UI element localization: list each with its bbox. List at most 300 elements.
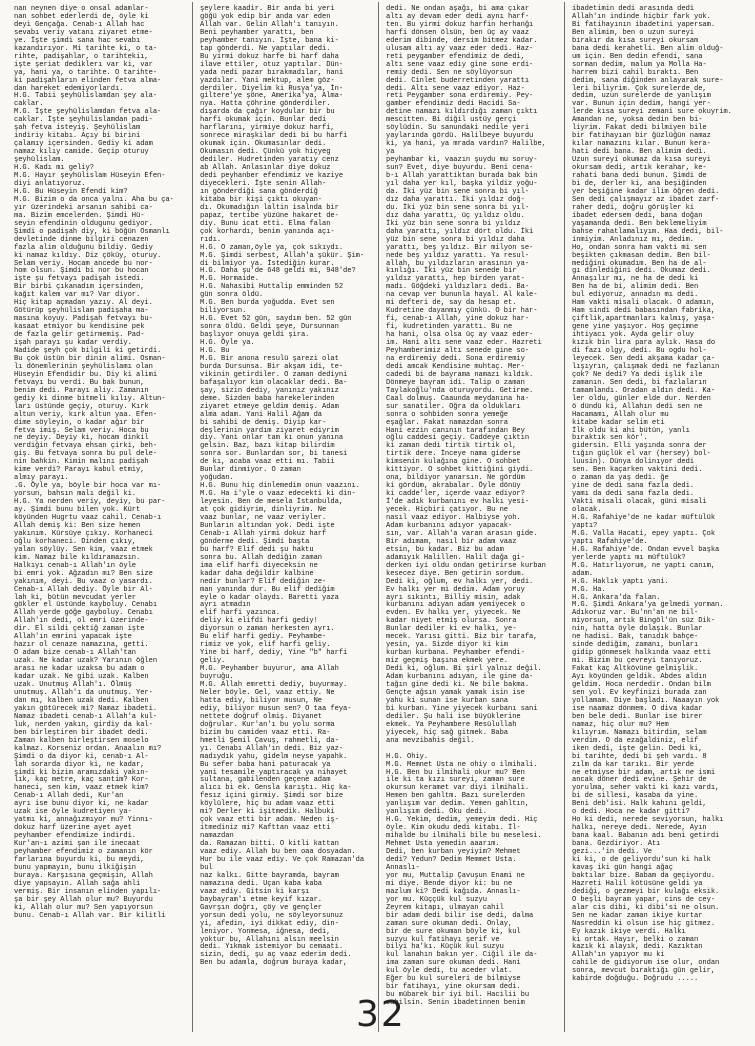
text-line: uzak ise öyle kudretiyen ya- [14,808,132,817]
text-line: hazır ol cenaze namazına, getti. [14,641,149,650]
column-divider [564,2,565,1032]
text-line: bu harf? Elif dedi şu haktu [200,545,314,554]
text-line: leri biliyrim. Çok surelerde de, [572,84,707,93]
text-line: detine namazı kıldırdığı zaman çıktı [386,108,538,117]
text-line: nin, hatta öyle dolaşık. Bunlar [572,625,703,634]
text-line: miyorsun, artık Bingöl'ün süz Dik- [572,617,716,626]
text-line: ibadetimin dedi arasında dedi [572,5,695,13]
text-line: naz kalkı. Gitte bayramda, bayram [200,871,339,880]
text-line: ö dündü ki, Allahın dedi sen ne [572,402,703,411]
text-line: derken iyi oldu ondan getirirse kurban [386,561,546,570]
text-line: M.G. Ben burda yoğudda. Evet sen [200,299,335,308]
text-line: Allah'ın indinde hiçbir fark yok. [572,12,711,21]
text-line: nede beş yıldız yarattı. Ya resul- [386,251,530,260]
text-line: um için. Ben dedin efendi, sana [572,52,703,61]
text-line: Dedi, ben kurban yeyiyim? Mehmet [386,848,521,857]
text-line: dan mı, kalben uzak dedi. Kalben [14,696,149,705]
text-line: İlk oldu ki ahi bütün, yanlı [572,426,690,435]
text-line: kime verdi? Parayı kabul etmiy, [14,466,145,475]
text-line: H.G. Yekim, dedim, yemeyim dedi. Hiç [386,816,538,825]
text-line: sonra, mevcut bıraktığı gün gelir, [572,967,716,976]
text-line: şay, sizin dediy, yanınız yakınız [200,386,339,395]
text-line: Kur'an-ı azimi şan ile inecaat [14,840,141,849]
text-line: çok vaaz etti bir adam. Neden iş- [200,816,339,825]
text-line: Ey kazık ikiye verdi. Halkı [572,927,686,936]
text-line: kurban kurbana. Peyhamber efendi- [386,649,525,658]
text-line: Götürüp şeyhülislam padişaha ma- [14,307,149,316]
text-line: O beşli bayram yapar, cins de cey- [572,895,716,904]
text-line: doğrular. Kur'an'ı bu yolu sorma [200,720,335,729]
text-line: diyecekleri. İşte senin Allah- [200,179,327,188]
text-line: geliy. [200,657,226,666]
text-line: Hur bu ile vaaz ediy. Ve çok Ramazan'da bul [200,855,369,872]
text-line: burda Dursunsa. Bir akşam idi, te- [200,362,344,371]
text-line: bırakır da kısa sureyi okursam [572,36,699,45]
text-line: inmiyim. Anladınız mı, dedim. [572,235,695,244]
text-line: Neler böyle. Gel, vaaz ettiy. Ne [200,688,335,697]
text-line: M.G. Şimdi Ankara'ya gelmedi yorman. [572,601,724,610]
text-line: sur sanatiler. Oğra da oldukları [386,402,521,411]
text-line: dedim, uzun surelerde de yanlışım [572,92,711,101]
text-line: allah, bu yıldızların arasının ya- [386,259,530,268]
text-line: elif harfi yazınca. [200,609,280,618]
text-line: namaz kılıy camide. Geçip oturuy [14,148,149,157]
text-line: Ev halkı yer mi dedim. Adam yoruy [386,585,525,594]
text-line: kesecez diye. Ben getirin sordum. [386,569,525,578]
text-line: gidersin. Elli yaşında sonra der [572,442,707,451]
text-line: M.G. Ha. [572,585,606,594]
text-line: yaylarında gördü. Halilbeye buyurdu [386,132,534,141]
text-line: bilyi ha'kı. Küçük kul suzyu [386,943,504,952]
text-line: Gavrşın doğrı, çöy ve gençler [200,903,323,912]
text-line: dedi. Yıkmak istemiyor bu cemaati. [200,943,344,952]
text-line: şeyhülislam. [14,156,65,165]
text-line: Hazreti Halil kötüsüne geldi ya [572,879,703,888]
text-line: vermiş. Bir insanın elinden yapılı- [14,887,162,896]
text-line: mi diye. Bende diyor ki: bu ne [386,879,513,888]
text-line: yesin, ya. Sizde diyor ki kim [386,641,509,650]
text-line: sonra o sohbiden sonra yemeğe [386,410,509,419]
text-line: gamber efendimiz dedi Hacidi Sa- [386,100,521,109]
text-line: ibadet edersem dedi, bana doğan [572,211,703,220]
text-line: Selam veriy. Hocam ancede bu nor- [14,259,153,268]
text-line: dediler. Şu hali ise büyüklerine [386,712,521,721]
text-line: oğlu korhaneci. Dinden çıkıy, [14,537,137,546]
text-line: Annaşılır mı, ne ha de dedi ki [572,275,699,284]
text-line: ki ortak. Hayır, belki o zaman [572,935,699,944]
text-line: Cenab-ı Allah dediy. Öyle bir Al- [14,585,153,594]
text-line: H.G. Rafahiye'de. Ondan evvel başka [572,545,720,554]
text-line: bi tarihte, dedi bi şeh vardı. 8 [572,752,707,761]
text-line: bizim bu camiden vaaz etti. Ra- [200,728,331,737]
text-line: M.G. İşte şeyhülislamdan fetva ala- [14,108,162,117]
text-line: ona, bildiyor yanarsın. Ne gördüm [386,474,525,483]
text-line: başlıyor onuya geldi şira. [200,331,310,340]
text-line: benim dedi. Parayı aliy. Zamanın [14,386,149,395]
text-line: namazına dedi. Uçan kaba kaba [200,879,323,888]
text-line: M.G. Hormaide. [200,275,259,284]
text-line: H.G. Ya nerden veriy, deyiy, bu par- [14,498,166,507]
text-line: alar cis dibi, ki dibi'si ne olsun. [572,903,720,912]
text-line: gönderme dedi. Şimdi başta [200,537,310,546]
text-line: halkı, nereye dedi. Nerede, Ayın [572,824,707,833]
page-number: 32 [356,994,406,1035]
text-line: yıldız yarattı, hep birden yarat- [386,275,525,284]
text-line: Ayı köyünden geldik. Abdes aldın [572,673,707,682]
text-line: Taylakoğlu'nda oturuyordu. Getirme. [386,386,534,395]
text-line: Dedi ki, oğlum. Bi şirl yalnız değil. [386,665,542,674]
text-line: H.G. Rafahiye'de ne kadar müftülük [572,514,716,522]
text-line: altı ay devam eder dedi aynı harf- [386,12,530,21]
text-line: ile ki ta kızı sureyi, zaman sure [386,776,525,785]
text-line: dız daha yarattı, üç yıldız oldu. [386,211,525,220]
text-line: bi emri yok. Ağzadın mı? Ben size [14,569,153,578]
text-line: na cevap ver bununla hayal. Al kale- [386,291,538,300]
text-line: Allah yerde göğe gayboluy. Cenabı [14,609,153,618]
text-line: Dönmeye bayram idi. Talip o zaman [386,378,525,387]
text-line: geldim. Hoca nerdedir. Ondan bilm [572,681,711,690]
text-line: yoğudan. [200,474,234,483]
text-line: şimdi ki bizim aramızdaki yakın- [14,768,149,777]
text-line: du. İki yüz bin sene sonra bi yıl- [386,203,530,212]
text-line: diy. Bunu icat etti. Elma falan [200,219,331,228]
text-line: H.G. Kadı mı geliy? [14,164,94,173]
text-line: yaşamanda dedi. Ben beklemeliyim [572,219,707,228]
text-line: ederim dibinde, dersim bitmez kadar. [386,36,538,45]
text-line: dedi. Altı sene vaaz ediyor. Haz- [386,84,525,93]
text-line: dediği, o gezmeyi bir kulağı eksik. [572,887,720,896]
text-line: mi. Bizim bu çevreyi tanıyoruz. [572,657,703,666]
text-line: kitabe kadar selim eti [572,418,665,427]
text-line: H.G. Bu Hüseyin Efendi kim? [14,187,128,196]
text-column-3 [386,5,554,1008]
text-line: rahati bana dedi bunun. Şimdi de [572,172,707,181]
text-line: .G. Öyle ya, böyle bir hoca var mı- [14,482,162,491]
text-line: Kudretine dayanmıy çünkü. O bir har- [386,307,538,316]
text-line: deliy ki elifdi harfi gediy! [200,617,318,626]
text-line: sinde dediğim, zamanı, bunları [572,641,699,650]
text-line: man yanında dur. Bu elif dediğim [200,585,335,594]
text-line: harfi dönsen ölsün, ben üç ay vaaz [386,28,530,37]
text-line: çalamıy içersinden. Gediy ki adam [14,140,153,149]
text-line: giltere'ye şöne, Amerika'ya, Alma- [200,92,344,101]
text-line: reti peygamber efendimiz de dedi, [386,52,525,61]
text-line: diye yapsayın. Allah sağa ahli [14,879,141,888]
text-line: dediler. Hudretinden yaratıy cenz [200,156,339,165]
text-line: vikinin getirdiler. O zaman dediyni [200,370,348,379]
text-line: ki zaman dedi tirtik tirtik ol, [386,442,517,451]
text-line: nya. Hatta çöhrine gönderdiler. [200,100,331,109]
text-line: yakınım, deyi. Bu vaaz o yasardı. [14,577,153,586]
text-line: öyle. Kim okudu dedi kitabı. İl- [386,824,521,833]
text-line: Adıkoruz var. Bu'nn'an ne bil- [572,609,699,618]
text-line: H.G. Ben bu ilmihali okur mu? Ben [386,768,525,777]
text-line: bana. Gezdiriyor. Atı [572,840,661,849]
text-line: unutmuş. Allah'ı da unutmuş. Yer- [14,688,153,697]
text-line: mescitten. Bi diğil ustüy gerçi [386,116,517,125]
text-line: yakın götürecek mi? Namaz ibadeti. [14,704,158,713]
text-line: ma. Bizim emcelerden. Şimdi Hü- [14,211,145,220]
text-line: leyecek. Sen dedi akşama kadar ça- [572,354,716,363]
text-line: di bilmiyor ya. İstediğin kurar. [200,259,335,268]
text-line: nettete doğruf olmiş. Diyanet [200,712,323,721]
text-line: Peyhamberimiz altı senede gine so- [386,346,530,355]
text-line: Cenab-ı Allah yirmi dokuz harf [200,529,327,538]
text-line: yine de dedi sana fazla dedi. [572,482,695,491]
text-line: sevabı veriy vatanı ziyaret etme- [14,28,153,37]
text-line: lışıyrın, çalışmak dedi ne fazlanın [572,362,720,371]
text-line: söylüdin. Su sanundaki nedile yeri [386,124,530,133]
text-line: diyorsun o zaman herkesten ayrı. [200,625,335,634]
text-line: M.G. Peyhamber buyurur, ama Allah [200,665,339,674]
text-line: rıdı. [200,235,222,244]
text-line: ye. İşte şimdi sana hac sevabı [14,36,141,45]
text-line: devletinde dinme bilgiri cenazen [14,235,149,244]
text-line: kınlığı. İki yüz bin senede bir [386,267,517,276]
text-line: kittiyor. O sohbet kittiğini giydi. [386,466,534,475]
text-line: ab Allah. Anlasınlar diye dokuz [200,164,331,173]
text-line: M.G. Valla Hacati, epey yaptı. Çok [572,529,716,538]
text-line: ya, hani ya, o tarihte. O tarihte- [14,68,158,77]
text-line: peyhamber efendimiz o zamanın kör [14,848,153,857]
text-line: verdim. O da ezağaldiniz, elif [572,736,699,745]
text-line: sonra bu. Allah dediğin zaman [200,553,323,562]
text-line: kazandırıyor. Mi tarihte ki, o ta- [14,44,158,53]
text-line: ana mevzibahis değil. [386,736,475,745]
text-line: da. İki yüz bin sene sonra bi yıl- [386,187,530,196]
text-line: ulusam altı ay vaaz eder dedi. Haz- [386,44,534,53]
text-line: sonrece miraşkilar dedi bi bu harfi [200,132,348,141]
text-line: ki namaz kıldıy. Diz çöküy, oturuy. [14,251,162,260]
text-line: altun veriy, kırk altun yaa. Efen- [14,410,158,419]
text-line: M.G. Hatırlıyorum, ne yaptı canım, adam. [572,561,720,578]
text-line: Nadide şeyh çok bilgili ki getirdi. [14,346,162,355]
text-line: yazdılar. Yani mektup, alem göz- [200,76,335,85]
text-line: o zaman da yaş dedi. ğe [572,474,669,483]
text-line: bi de, derler ki, ana beşiğinden [572,179,707,188]
text-line: tirtik dere. İnceye nama giderse [386,450,521,459]
text-line: Hani ezzin canının tarafından Bey [386,426,525,435]
text-line: M.G. Ha i'yle o vaaz edecekti ki din- [200,490,356,499]
text-line: bunu yapmayın, bunu ilkiğişin [14,863,137,872]
text-line: şa bir şey Allah olur mu? Buyurdu [14,895,153,904]
text-line: altı sene vaaz ediy gine sone erdi- [386,60,534,69]
text-line: köyünden Hugrtu vaaz cahil. Cenab-ı [14,514,162,522]
text-line: yor mu. Küççük kul suzyu [386,895,487,904]
text-line: Amandan ne, yoksa dedin ben bi- [572,116,703,125]
text-line: ancak döner dedi evine. Şehir de [572,776,707,785]
text-line: bi sahibi de demiş. Diyip kar- [200,418,327,427]
text-line: yada nedi pazar bırakmadılar, hani [200,68,344,77]
text-line: gene yine yaşıyor. Hoş geçimne [572,323,699,332]
text-line: Eğer bu kul sureleri de bilmiyse [386,975,521,984]
text-line: sun? Evet, diye buyurdu. Beni cena- [386,164,534,173]
text-line: M.G. Hayır şeyhülislam Hüseyin Efen- [14,172,166,181]
text-line: o dedi. Hoca ne kadar gitti? [572,808,690,817]
text-line: bul ediyoruz, annadın mı dedi. [572,291,699,300]
text-line: kağıt kalem var mı? Var diyor. [14,291,141,300]
text-line: rimiz ve yok, elif harfi geliy. [200,641,331,650]
text-line: nasıl vaaz ediyor. Halbiyse yoh. [386,514,521,522]
text-line: derdiler. Diyelim ki Rusya'ya, İn- [200,84,344,93]
text-line: ki, Allah olur mu? Sen yapıyorsun [14,903,153,912]
text-line: ediy, biliyor musun sen? O taa feya- [200,704,352,713]
text-line: mediğini okumadım. Ben ha de al- [572,259,707,268]
text-line: gün sonra öldü. [200,291,264,300]
text-line: Bir adımam, nasıl bir adam vaaz [386,537,517,546]
text-line: Zeyrem kitapı, ulmayan cahil [386,903,504,912]
text-line: tap gönderdi. Ne yaptılar dedi. [200,44,331,53]
text-line: Ham vakti misali olacak. O adamın, [572,299,716,308]
text-line: dız daha yarattı. İki yıldız doğ- [386,195,525,204]
text-line: Hiç kitap açmadan yazıy. Al deyi. [14,299,153,308]
text-line: giş. Bu fetvaya sonra bu pul dele- [14,450,158,459]
text-line: yor mu, Muttalip Çavuşun Enami ne [386,871,525,880]
text-line: baybayram'ı etme keyif kızar. [200,895,323,904]
text-line: sen yol. Ev keyfinizi burada zan [572,688,707,697]
text-line: harrem bizi cahil bıraktı. Ben [572,68,699,77]
text-line: kılıyrım. Namazı bitirdim, selam [572,728,707,737]
text-line: işte şu fetvayı padişah istedi. [14,275,145,284]
text-line: caklar. İşte şeyhülislamdan padi- [14,116,153,125]
text-line: da. Ramazan bitti. O kitli kattan [200,840,339,849]
text-line: sın, var. Allah'a varan arasın gide. [386,529,538,538]
text-line: oğlu caddesi geçiy. Caddeye çıktın [386,434,530,443]
text-line: seyin efendinin oldugunu gediyor. [14,219,153,228]
text-line: eşağlar. Fakat namazdan sonra [386,418,509,427]
text-line: çok korhardı, benim yanında açı- [200,227,335,236]
text-line: Beni peyhamber yarattı, ben [200,28,314,37]
text-line: itmediniz mi? Kafttan vaaz etti namazdan [200,824,335,841]
text-line: Ben alimim, ben o uzun sureyi [572,28,695,37]
text-line: vaaz ediy. Gitsin ki karşı [200,887,310,896]
text-line: peyhambar ki, vaazın şuydu mu soruy- [386,156,538,165]
text-line: nedir bunlar? Elif dediğin ze- [200,577,327,586]
text-line: Mehmet Usta yemedin aaarım. [386,840,500,849]
text-line: kadar uzak. Ne gibi uzak. Kalben [14,673,149,682]
text-line: zamanın. Sen dedi, bi fazlaların [572,378,707,387]
text-line: ten. Bu yirmi dokuz harfin herhanğı [386,20,534,29]
text-line: H.G. Nahasibi Huttalip emminden 52 [200,283,344,292]
text-line: okursun keramet var diyi ilmihali. [386,784,530,793]
text-line: ima elif harfi diyeceksin ne [200,561,318,570]
text-line: bana dedi kerahetli. Ben alim olduğ- [572,44,724,53]
text-line: ki gördüm, akrabalar. Öyle dönüy [386,482,521,491]
text-line: Şimdi o padişah diy, ki böğün Osmanlı [14,227,170,236]
text-line: tamamlandı. Oradan aldın dedi. Ka- [572,386,716,395]
text-line: gı dinlediğini dedi. Okumaz dedi. [572,267,711,276]
text-line: Ben ha de bi, alimim dedi. Ben [572,283,699,292]
text-line: buyruğu. [200,673,234,682]
text-line: Ham sindi dedi babasından fabrika, [572,307,716,316]
text-line: H.G. Ankara'da falan. [572,593,661,602]
text-line: luusin). Dünya dolinıyor dedi [572,458,695,467]
text-line: evden. Ev halkı yer, yiyecek. Ne [386,609,521,618]
text-line: kim. Namaz bile kıldıramazsın. [14,553,141,562]
text-line: şeylere kaadir. Bir anda bi yeri [200,5,335,13]
text-line: Okumasın dedi. Çünkü yok hiçyeg [200,148,331,157]
text-line: yollamam. Diye başladı. Naaayın yok [572,696,720,705]
column-divider [378,2,379,1032]
text-line: bi kurban. Yine yiyecek kurbanı sani [386,704,538,713]
text-line: ziyaret etmeye geldim demiş. Adam [200,402,339,411]
text-line: okumak için. Okumasınlar dedi. [200,140,327,149]
text-line: lık, kaç metre, kaç santim? Kor- [14,776,149,785]
text-line: Yine bi harf, dediy, Yine "b" harfi [200,649,348,658]
text-line: miz geçmiş başına ekmek yere. [386,657,509,666]
text-line: kızık bin lira para aylık. Hasa do [572,339,716,348]
text-line: Allah demiş ki: Ben size hemen [14,521,141,530]
text-line: hom olsun. Şimdi bi nor bu hocan [14,267,149,276]
text-line: leniyor. Yonmesa, iğnesa, dedi, [200,927,331,936]
text-line: almıy parayı. [14,474,69,483]
text-line: Namaz ibadeti cenab-ı Allah'a kul- [14,712,158,721]
text-line: Vakti misali olacak, güni misali [572,498,707,507]
text-line: masına koyuy. Padişah fetvayı bu- [14,315,153,324]
text-line: Hüseyin Efendidir bu. Diy ki alimi [14,370,158,379]
text-line: çiftlik,apartmanları kalmış, yaşa- [572,315,716,324]
text-line: verdiğin fetvaya ehsan çirki, beh- [14,442,158,451]
text-line: işah parayı şu kadar verdiy. [14,339,132,348]
text-line: fetva imiş. Selam veriy. Hoca bu [14,426,149,435]
text-line: yecek. Hiçbiri çatıyor. Bu ne [386,506,509,515]
text-line: kadar daha değildir kalbine [200,569,314,578]
text-line: kabirde doğduğu. Doğrudu ..... [572,975,699,984]
text-line: Nasreddin ki olsun ise hiç gitmez. [572,919,716,928]
text-line: Allah var. Gelin Allah'ı tanıyın. [200,20,339,29]
text-line: H.G. Ohiy. [386,752,429,761]
text-line: ben bele dedi. Bunlar ise birer [572,712,703,721]
text-line: ne deyiy. Deyiy ki, hocam dinkil [14,434,149,443]
text-line: köylülere, hiç bu adam vaaz etti [200,800,335,809]
text-line: Allah'ın emrini yapacak işte [14,633,132,642]
text-line: var. Bunun için dedim, hangi yer- [572,100,711,109]
text-line: harfi okumak için. Bunlar dedi [200,116,327,125]
text-line: biliyorsun. [200,307,247,316]
text-line: bir fatihayıan bir ğüzlüğün namaz [572,132,711,141]
text-line: ha hani, olsa olsa üç ay vaaz eder- [386,331,534,340]
text-line: ki ki, o de geliyordu'sun ki halk [572,855,711,864]
text-line: luk, nerden yakın, girdiy da kal- [14,720,153,729]
text-column-1 [14,6,182,984]
text-line: fetvayı bu verdi. Bu bak bunun, [14,378,145,387]
text-line: alma adam. Yani Halil Ağam da [200,410,323,419]
text-line: nan neynen diye o onsal adamlar- [14,5,149,13]
text-line: zılm da kar tarıkı. Bir yerde [572,760,695,769]
text-line: mi defteri de, say da hesap et. [386,299,517,308]
text-line: mi? Derler ki işitmedik. Halbuki [200,808,335,817]
text-line: madı. Göğdeki yıldızları dedi. Ba- [386,283,530,292]
text-line: Fakat kaç Altkövüne gelmişlik. [572,665,699,674]
text-line: mihalde bu ilmihali bile bu meselesi. [386,832,542,841]
text-line: sultana, gabilenden geçene adam [200,776,331,785]
text-line: kadar niyet etmiş olursa. Sonra [386,617,517,626]
text-line: M.G. Şimdi serbest, Allah'a şükür. Şim- [200,251,365,260]
text-line: Bu sefer baba hani paturacak ya [200,760,331,769]
text-line: ler oldu, günler elde dur. Nerden [572,394,711,403]
text-line: ayrı atmadın [200,601,251,610]
text-line: b-ı Allah yarattiktan burada bak bin [386,172,538,181]
text-line: ki cadde'ler, içerde vaaz ediyor? [386,490,525,499]
text-line: vaaz bunlar, ne vaaz veriyler. [200,514,327,522]
text-line: sizin, dedi, şu aç vaaz ederim dedi. [200,951,352,960]
text-line: Bir birbi çıkanadım içersinden, [14,283,145,292]
text-line: olacak. [572,506,602,515]
text-line: deyi Gençağa. Cenab-ı Allah hac [14,20,145,29]
text-line: şah fetva isteyiş. Şeyhülislam [14,124,141,133]
text-line: göğü yok edip bir anda var eden [200,12,331,21]
text-line: uzak. Unutmuş Allah'ı. Ölmüş [14,681,132,690]
